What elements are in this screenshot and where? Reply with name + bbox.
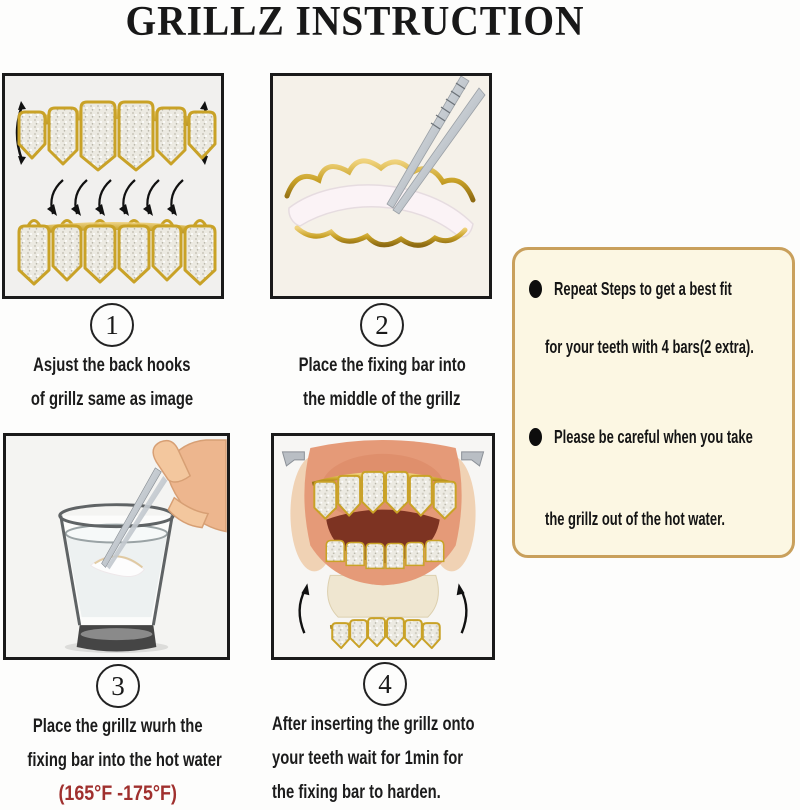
bullet-icon [529,428,542,446]
step-3-number-badge: 3 [96,664,140,708]
step-1-caption [0,303,224,417]
glass-of-water-icon [60,505,173,652]
fixing-bar [289,185,473,237]
step-4-caption-line: your teeth wait for 1min for [272,748,464,769]
step-2-caption-line: Place the fixing bar into [298,355,466,376]
insert-arrow-right-icon [457,583,467,633]
step-3-caption-line: fixing bar into the hot water [27,750,222,771]
grillz-scallops-bottom [297,228,465,245]
step-3-caption [0,664,236,810]
lower-grillz-icon [330,618,440,648]
step-2-caption-line: the middle of the grillz [303,389,461,410]
tip-2-line-1: Please be careful when you take [554,427,753,447]
step-1-image-box [2,73,224,299]
hot-water-illustration [6,436,227,657]
step-4-caption [272,662,498,810]
step-1-caption-line: Asjust the back hooks [33,355,191,376]
dental-model-icon [290,440,475,617]
tip-item [529,424,792,450]
temperature-note: (165°F -175°F) [58,782,178,805]
hook-direction-arrows-icon [47,180,183,216]
step-4-caption-line: the fixing bar to harden. [272,782,441,803]
tip-1-line-1: Repeat Steps to get a best fit [554,279,732,299]
step-4-caption-line: After inserting the grillz onto [272,714,475,735]
tip-1-line-2: for your teeth with 4 bars(2 extra). [545,337,754,357]
step-4-number-badge: 4 [363,662,407,706]
lower-grillz-with-hooks-icon [19,221,215,285]
step-3-image-box [3,433,230,660]
step-2-image-box [270,73,492,299]
step-4-image-box [271,433,495,660]
step-1-number-badge: 1 [90,303,134,347]
dental-model-illustration [274,436,492,657]
tip-2-line-2: the grillz out of the hot water. [545,509,725,529]
step-3-caption-line: Place the grillz wurh the [33,716,203,737]
step-2-caption [262,303,502,417]
upper-grillz-icon [19,102,215,170]
bullet-icon [529,280,542,298]
tips-panel [512,247,795,558]
grillz-adjust-illustration [5,76,221,296]
page-title: GRILLZ INSTRUCTION [125,0,585,45]
step-1-caption-line: of grillz same as image [30,389,194,410]
tip-item [529,276,792,302]
step-2-number-badge: 2 [360,303,404,347]
insert-arrow-left-icon [300,583,310,633]
fixing-bar-illustration [273,76,489,296]
